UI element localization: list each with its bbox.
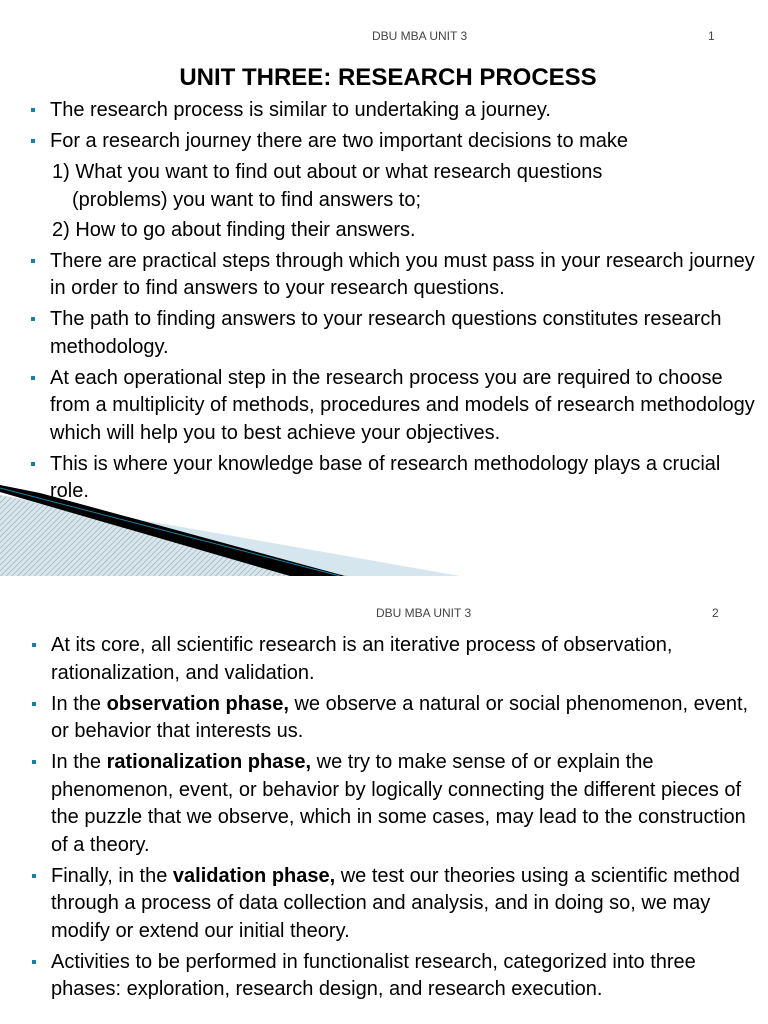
slide-header: DBU MBA UNIT 3 — [372, 29, 468, 43]
page-number: 2 — [712, 606, 719, 620]
bullet-text: we try to make sense of or explain the phenomenon, event, or behavior by logically connecting the different pieces of the puzzle that we observe, which in some cases, may lead to the construction of a theory. — [51, 751, 746, 856]
bullet-item — [1, 949, 761, 1004]
bullet-item: The path to finding answers to your research questions constitutes research methodology. — [0, 306, 760, 361]
numbered-line: 1) What you want to find out about or what research questions — [52, 161, 603, 183]
bullet-bold-term: validation phase, — [172, 864, 336, 887]
bullet-item: There are practical steps through which you must pass in your research journey in order to find answers to your research questions. — [0, 248, 760, 303]
bullet-text: we test our theories using a scientific method through a process of data collection and analysis, and in doing so, we may modify or extend our initial theory. — [51, 864, 740, 942]
bullet-item — [1, 691, 761, 746]
bullet-text: Finally, in the — [51, 864, 173, 887]
bullet-item — [1, 749, 761, 859]
bullet-item: The research process is similar to undertaking a journey. — [0, 97, 760, 125]
bullet-list — [0, 97, 760, 509]
bullet-text: Activities to be performed in functionalist research, categorized into three phases: exploration, research design, and research execution. — [51, 950, 696, 1000]
bullet-item: At each operational step in the research process you are required to choose from a multiplicity of methods, procedures and models of research methodology which will help you to best achieve your objectives. — [0, 365, 760, 448]
slide-2 — [0, 588, 768, 1024]
bullet-item — [1, 632, 761, 687]
bullet-text: In the — [51, 751, 107, 773]
bullet-text: At its core, all scientific research is an iterative process of observation, rationalization, and validation. — [51, 634, 673, 684]
bullet-list — [1, 632, 761, 1007]
bullet-text: we observe a natural or social phenomenon, event, or behavior that interests us. — [51, 692, 749, 742]
bullet-bold-term: rationalization phase, — [106, 751, 312, 773]
numbered-line: 2) How to go about finding their answers. — [52, 219, 416, 241]
bullet-bold-term: observation phase, — [106, 692, 289, 715]
numbered-item — [0, 217, 760, 245]
slide-header: DBU MBA UNIT 3 — [376, 606, 472, 620]
numbered-line: (problems) you want to find answers to; — [72, 188, 422, 211]
slide-title: UNIT THREE: RESEARCH PROCESS — [179, 64, 597, 91]
bullet-item — [1, 863, 761, 946]
numbered-item — [0, 159, 760, 214]
bullet-text: In the — [51, 692, 107, 715]
bullet-item: This is where your knowledge base of research methodology plays a crucial role. — [0, 451, 760, 506]
page-number: 1 — [708, 29, 715, 43]
bullet-item: For a research journey there are two important decisions to make — [0, 128, 760, 156]
